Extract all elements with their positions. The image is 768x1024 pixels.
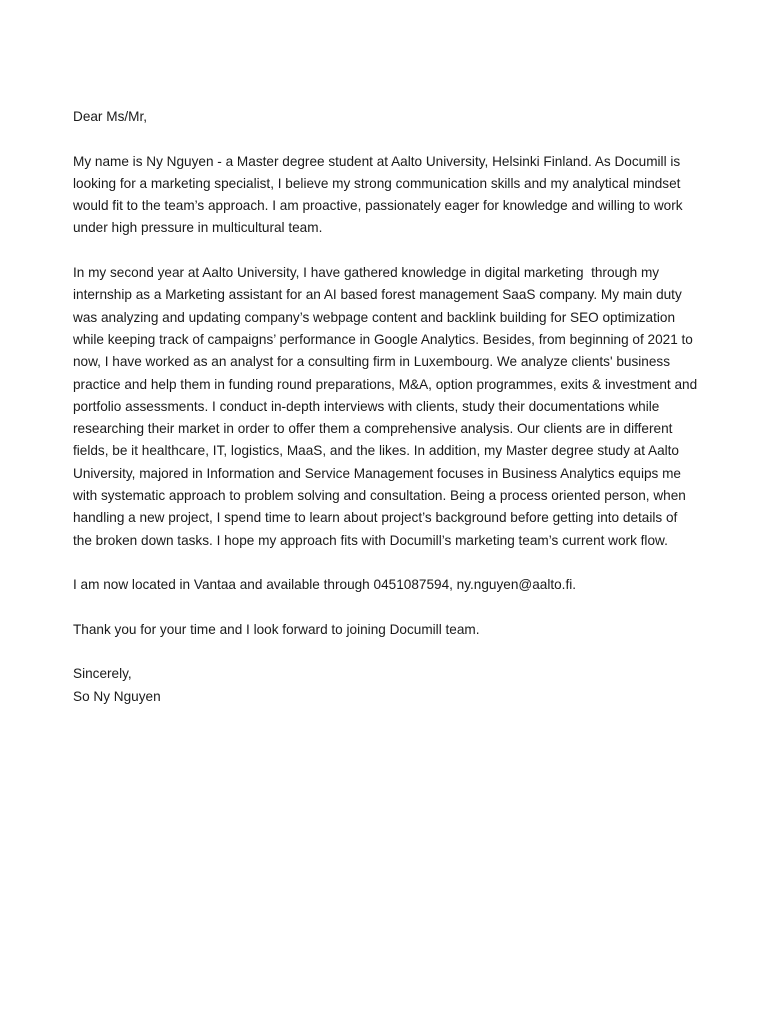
contact-paragraph: I am now located in Vantaa and available through 0451087594, ny.nguyen@aalto.fi. — [73, 577, 577, 593]
signature: So Ny Nguyen — [73, 688, 161, 704]
salutation: Dear Ms/Mr, — [73, 109, 148, 124]
closing: Sincerely, — [73, 666, 132, 682]
thanks-paragraph: Thank you for your time and I look forward to joining Documill team. — [73, 621, 480, 637]
cover-letter — [73, 106, 701, 708]
intro-paragraph: My name is Ny Nguyen - a Master degree student at Aalto University, Helsinki Finland. As Documill is looking for a marketing specialist, I believe my strong communication skills and my analytical mindset would fit to the team’s approach. I am proactive, passionately eager for knowledge and willing to work under high pressure in multicultural team. — [73, 153, 687, 236]
experience-paragraph: In my second year at Aalto University, I have gathered knowledge in digital marketing through my internship as a Marketing assistant for an AI based forest management SaaS company. My main duty was analyzing and updating company’s webpage content and backlink building for SEO optimization while keeping track of campaigns’ performance in Google Analytics. Besides, from beginning of 2021 to now, I have worked as an analyst for a consulting firm in Luxembourg. We analyze clients' business practice and help them in funding round preparations, M&A, option programmes, exits & investment and portfolio assessments. I conduct in-depth interviews with clients, study their documentations while researching their market in order to offer them a comprehensive analysis. Our clients are in different fields, be it healthcare, IT, logistics, MaaS, and the likes. In addition, my Master degree study at Aalto University, majored in Information and Service Management focuses in Business Analytics equips me with systematic approach to problem solving and consultation. Being a process oriented person, when handling a new project, I spend time to learn about project’s background before getting into details of the broken down tasks. I hope my approach fits with Documill’s marketing team’s current work flow. — [73, 265, 701, 548]
